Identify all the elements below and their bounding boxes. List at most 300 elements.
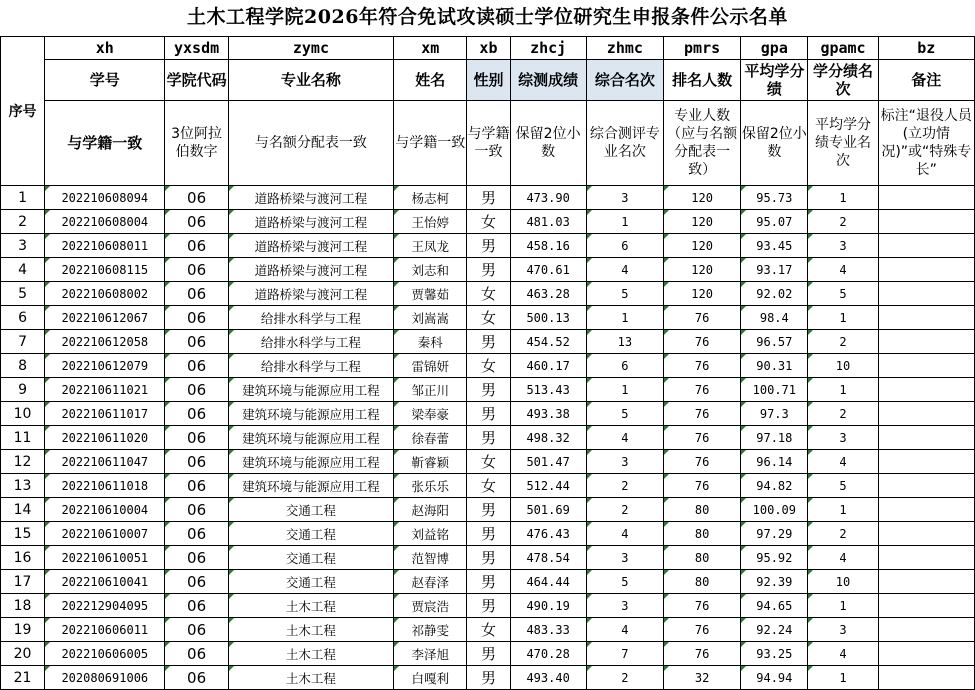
name-cell[interactable] <box>394 186 467 210</box>
remark-cell[interactable] <box>878 378 974 402</box>
score-rank-cell[interactable] <box>586 210 663 234</box>
name-cell[interactable] <box>394 426 467 450</box>
gpa-cell[interactable] <box>741 546 808 570</box>
remark-cell[interactable] <box>878 234 974 258</box>
code-cell[interactable]: zymc <box>228 37 394 60</box>
remark-cell[interactable] <box>878 474 974 498</box>
major-cell[interactable] <box>228 498 394 522</box>
college-code-cell[interactable] <box>165 330 228 354</box>
major-cell[interactable] <box>228 546 394 570</box>
score-rank-cell[interactable] <box>586 546 663 570</box>
comment-marker-icon <box>741 618 746 623</box>
student-id-cell[interactable] <box>45 450 165 474</box>
major-cell[interactable] <box>228 210 394 234</box>
seq-cell[interactable] <box>1 330 45 354</box>
gpa-cell[interactable] <box>741 378 808 402</box>
score-rank-cell[interactable] <box>586 474 663 498</box>
student-id-cell[interactable] <box>45 594 165 618</box>
gender-cell-text: 女 <box>480 213 496 231</box>
college-code-cell-text: 06 <box>187 668 207 687</box>
rank-count-cell[interactable] <box>663 234 740 258</box>
score-rank-cell[interactable] <box>586 354 663 378</box>
comment-marker-icon <box>229 402 234 407</box>
remark-cell[interactable] <box>878 522 974 546</box>
score-cell[interactable] <box>510 570 586 594</box>
seq-cell[interactable] <box>1 474 45 498</box>
gpa-cell[interactable] <box>741 618 808 642</box>
name-cell[interactable] <box>394 522 467 546</box>
score-rank-cell-text: 5 <box>621 406 629 421</box>
description-cell[interactable]: 保留2位小数 <box>510 101 586 186</box>
remark-cell[interactable] <box>878 402 974 426</box>
remark-cell[interactable] <box>878 426 974 450</box>
rank-count-cell[interactable] <box>663 618 740 642</box>
gpa-rank-cell[interactable] <box>808 402 878 426</box>
score-cell[interactable] <box>510 618 586 642</box>
rank-count-cell[interactable] <box>663 378 740 402</box>
description-cell[interactable]: 综合测评专业名次 <box>586 101 663 186</box>
college-code-cell[interactable] <box>165 402 228 426</box>
comment-marker-icon <box>741 186 746 191</box>
header-cell[interactable]: 平均学分绩 <box>741 60 808 101</box>
gpa-rank-cell[interactable] <box>808 234 878 258</box>
student-id-cell[interactable] <box>45 210 165 234</box>
gpa-cell[interactable] <box>741 282 808 306</box>
gender-cell[interactable] <box>467 594 510 618</box>
description-cell[interactable]: 标注“退役人员(立功情况)”或“特殊专长” <box>878 101 974 186</box>
score-rank-cell-text: 4 <box>621 430 629 445</box>
college-code-cell[interactable] <box>165 570 228 594</box>
score-cell[interactable] <box>510 354 586 378</box>
gpa-cell[interactable] <box>741 354 808 378</box>
gpa-rank-cell[interactable] <box>808 498 878 522</box>
remark-cell[interactable] <box>878 450 974 474</box>
student-id-cell[interactable] <box>45 426 165 450</box>
gpa-rank-cell[interactable] <box>808 570 878 594</box>
score-rank-cell[interactable] <box>586 402 663 426</box>
gpa-rank-cell[interactable] <box>808 522 878 546</box>
description-cell[interactable]: 与名额分配表一致 <box>228 101 394 186</box>
rank-count-cell[interactable] <box>663 306 740 330</box>
score-cell[interactable] <box>510 330 586 354</box>
major-cell[interactable] <box>228 234 394 258</box>
college-code-cell[interactable] <box>165 498 228 522</box>
rank-count-cell[interactable] <box>663 546 740 570</box>
major-cell[interactable] <box>228 450 394 474</box>
description-cell[interactable]: 专业人数（应与名额分配表一致） <box>663 101 740 186</box>
gender-cell[interactable] <box>467 618 510 642</box>
student-id-cell[interactable] <box>45 546 165 570</box>
student-id-cell[interactable] <box>45 402 165 426</box>
code-cell[interactable]: zhmc <box>586 37 663 60</box>
college-code-cell[interactable] <box>165 474 228 498</box>
name-cell[interactable] <box>394 330 467 354</box>
rank-count-cell[interactable] <box>663 426 740 450</box>
seq-cell[interactable] <box>1 354 45 378</box>
header-cell[interactable]: 姓名 <box>394 60 467 101</box>
gender-cell[interactable] <box>467 378 510 402</box>
college-code-cell[interactable] <box>165 642 228 666</box>
gpa-rank-cell[interactable] <box>808 186 878 210</box>
code-cell[interactable]: zhcj <box>510 37 586 60</box>
header-cell[interactable]: 综测成绩 <box>510 60 586 101</box>
rank-count-cell[interactable] <box>663 210 740 234</box>
gender-cell[interactable] <box>467 474 510 498</box>
code-cell[interactable]: xm <box>394 37 467 60</box>
gender-cell[interactable] <box>467 642 510 666</box>
score-rank-cell[interactable] <box>586 498 663 522</box>
gender-cell[interactable] <box>467 306 510 330</box>
major-cell[interactable] <box>228 330 394 354</box>
student-id-cell[interactable] <box>45 258 165 282</box>
score-cell[interactable] <box>510 282 586 306</box>
gpa-rank-cell[interactable] <box>808 378 878 402</box>
score-cell-text: 454.52 <box>526 334 570 349</box>
gpa-rank-cell-text: 1 <box>839 598 847 613</box>
seq-cell[interactable] <box>1 570 45 594</box>
score-cell[interactable] <box>510 642 586 666</box>
remark-cell[interactable] <box>878 594 974 618</box>
gpa-rank-cell[interactable] <box>808 282 878 306</box>
score-cell[interactable] <box>510 186 586 210</box>
description-cell[interactable]: 与学籍一致 <box>45 101 165 186</box>
gpa-rank-cell-text: 10 <box>835 574 851 589</box>
college-code-cell[interactable] <box>165 234 228 258</box>
comment-marker-icon <box>229 618 234 623</box>
score-rank-cell[interactable] <box>586 330 663 354</box>
major-cell[interactable] <box>228 642 394 666</box>
gpa-cell[interactable] <box>741 210 808 234</box>
gpa-cell[interactable] <box>741 474 808 498</box>
gpa-cell[interactable] <box>741 498 808 522</box>
gender-cell[interactable] <box>467 282 510 306</box>
score-cell[interactable] <box>510 426 586 450</box>
gpa-rank-cell[interactable] <box>808 354 878 378</box>
major-cell[interactable] <box>228 522 394 546</box>
name-cell[interactable] <box>394 234 467 258</box>
gender-cell[interactable] <box>467 546 510 570</box>
table-row <box>1 522 975 546</box>
name-cell[interactable] <box>394 282 467 306</box>
seq-cell[interactable] <box>1 234 45 258</box>
seq-cell[interactable] <box>1 186 45 210</box>
name-cell[interactable] <box>394 378 467 402</box>
remark-cell[interactable] <box>878 306 974 330</box>
name-cell[interactable] <box>394 354 467 378</box>
student-id-cell[interactable] <box>45 378 165 402</box>
code-cell[interactable]: yxsdm <box>165 37 228 60</box>
seq-cell[interactable] <box>1 282 45 306</box>
student-id-cell[interactable] <box>45 186 165 210</box>
score-rank-cell[interactable] <box>586 186 663 210</box>
college-code-cell[interactable] <box>165 186 228 210</box>
name-cell[interactable] <box>394 642 467 666</box>
seq-cell[interactable] <box>1 402 45 426</box>
gender-cell[interactable] <box>467 258 510 282</box>
college-code-cell[interactable] <box>165 354 228 378</box>
remark-cell[interactable] <box>878 498 974 522</box>
college-code-cell[interactable] <box>165 450 228 474</box>
score-cell-text: 470.61 <box>526 262 570 277</box>
rank-count-cell[interactable] <box>663 450 740 474</box>
rank-count-cell[interactable] <box>663 330 740 354</box>
student-id-cell[interactable] <box>45 498 165 522</box>
rank-count-cell[interactable] <box>663 570 740 594</box>
college-code-cell[interactable] <box>165 522 228 546</box>
major-cell[interactable] <box>228 186 394 210</box>
college-code-cell[interactable] <box>165 306 228 330</box>
major-cell[interactable] <box>228 594 394 618</box>
code-cell[interactable]: bz <box>878 37 974 60</box>
remark-cell[interactable] <box>878 186 974 210</box>
seq-cell[interactable] <box>1 498 45 522</box>
gpa-cell-text: 90.31 <box>756 358 793 373</box>
seq-cell[interactable] <box>1 522 45 546</box>
rank-count-cell[interactable] <box>663 282 740 306</box>
gpa-cell[interactable] <box>741 306 808 330</box>
major-cell[interactable] <box>228 402 394 426</box>
description-cell[interactable]: 与学籍一致 <box>394 101 467 186</box>
college-code-cell[interactable] <box>165 210 228 234</box>
name-cell[interactable] <box>394 498 467 522</box>
rank-count-cell[interactable] <box>663 522 740 546</box>
gpa-cell[interactable] <box>741 570 808 594</box>
seq-cell[interactable] <box>1 642 45 666</box>
description-cell[interactable]: 与学籍一致 <box>467 101 510 186</box>
score-rank-cell[interactable] <box>586 594 663 618</box>
student-id-cell[interactable] <box>45 330 165 354</box>
score-rank-cell[interactable] <box>586 522 663 546</box>
gpa-cell[interactable] <box>741 258 808 282</box>
seq-cell[interactable] <box>1 618 45 642</box>
rank-count-cell[interactable] <box>663 594 740 618</box>
gender-cell[interactable] <box>467 330 510 354</box>
description-cell[interactable]: 保留2位小数 <box>741 101 808 186</box>
student-id-cell[interactable] <box>45 234 165 258</box>
gender-cell[interactable] <box>467 570 510 594</box>
gpa-rank-cell[interactable] <box>808 258 878 282</box>
name-cell[interactable] <box>394 594 467 618</box>
remark-cell[interactable] <box>878 642 974 666</box>
seq-cell[interactable] <box>1 210 45 234</box>
gender-cell[interactable] <box>467 498 510 522</box>
college-code-cell[interactable] <box>165 546 228 570</box>
description-cell[interactable]: 3位阿拉伯数字 <box>165 101 228 186</box>
score-cell[interactable] <box>510 594 586 618</box>
gpa-rank-cell[interactable] <box>808 426 878 450</box>
student-id-cell[interactable] <box>45 354 165 378</box>
major-cell[interactable] <box>228 378 394 402</box>
college-code-cell[interactable] <box>165 618 228 642</box>
major-cell[interactable] <box>228 426 394 450</box>
remark-cell[interactable] <box>878 546 974 570</box>
student-id-cell[interactable] <box>45 642 165 666</box>
name-cell[interactable] <box>394 306 467 330</box>
major-cell[interactable] <box>228 570 394 594</box>
seq-cell[interactable] <box>1 450 45 474</box>
rank-count-cell-text: 120 <box>691 190 713 205</box>
seq-cell[interactable] <box>1 426 45 450</box>
header-cell[interactable]: 专业名称 <box>228 60 394 101</box>
score-cell[interactable] <box>510 378 586 402</box>
gender-cell[interactable] <box>467 354 510 378</box>
score-rank-cell[interactable] <box>586 642 663 666</box>
gender-cell[interactable] <box>467 402 510 426</box>
remark-cell[interactable] <box>878 570 974 594</box>
comment-marker-icon <box>45 642 50 647</box>
score-rank-cell[interactable] <box>586 306 663 330</box>
student-id-cell[interactable] <box>45 618 165 642</box>
score-rank-cell[interactable] <box>586 618 663 642</box>
code-cell[interactable]: xh <box>45 37 165 60</box>
college-code-cell-text: 06 <box>187 308 207 327</box>
gpa-rank-cell[interactable] <box>808 306 878 330</box>
gpa-rank-cell[interactable] <box>808 210 878 234</box>
comment-marker-icon <box>741 210 746 215</box>
major-cell[interactable] <box>228 306 394 330</box>
comment-marker-icon <box>165 642 170 647</box>
seq-cell[interactable] <box>1 306 45 330</box>
gender-cell[interactable] <box>467 522 510 546</box>
score-cell[interactable] <box>510 450 586 474</box>
score-cell[interactable] <box>510 474 586 498</box>
name-cell[interactable] <box>394 450 467 474</box>
seq-cell[interactable] <box>1 378 45 402</box>
gpa-cell[interactable] <box>741 186 808 210</box>
seq-cell[interactable] <box>1 546 45 570</box>
student-id-cell[interactable] <box>45 570 165 594</box>
major-cell[interactable] <box>228 618 394 642</box>
gpa-cell[interactable] <box>741 450 808 474</box>
major-cell[interactable] <box>228 474 394 498</box>
college-code-cell[interactable] <box>165 258 228 282</box>
college-code-cell[interactable] <box>165 594 228 618</box>
score-cell[interactable] <box>510 258 586 282</box>
gpa-cell[interactable] <box>741 426 808 450</box>
score-rank-cell[interactable] <box>586 450 663 474</box>
seq-header[interactable]: 序号 <box>1 37 45 186</box>
gender-cell[interactable] <box>467 426 510 450</box>
gpa-rank-cell[interactable] <box>808 330 878 354</box>
header-cell[interactable]: 学号 <box>45 60 165 101</box>
score-cell[interactable] <box>510 546 586 570</box>
seq-cell[interactable] <box>1 258 45 282</box>
student-id-cell[interactable] <box>45 282 165 306</box>
score-cell[interactable] <box>510 498 586 522</box>
rank-count-cell[interactable] <box>663 186 740 210</box>
score-rank-cell[interactable] <box>586 234 663 258</box>
gpa-rank-cell[interactable] <box>808 450 878 474</box>
gpa-rank-cell[interactable] <box>808 642 878 666</box>
remark-cell[interactable] <box>878 618 974 642</box>
gender-cell[interactable] <box>467 234 510 258</box>
score-rank-cell[interactable] <box>586 378 663 402</box>
name-cell-text: 靳睿颖 <box>411 454 450 470</box>
name-cell[interactable] <box>394 546 467 570</box>
gpa-rank-cell[interactable] <box>808 546 878 570</box>
comment-marker-icon <box>165 354 170 359</box>
name-cell[interactable] <box>394 474 467 498</box>
student-id-cell[interactable] <box>45 474 165 498</box>
gpa-cell[interactable] <box>741 234 808 258</box>
major-cell[interactable] <box>228 258 394 282</box>
score-rank-cell[interactable] <box>586 282 663 306</box>
name-cell[interactable] <box>394 210 467 234</box>
remark-cell[interactable] <box>878 282 974 306</box>
name-cell[interactable] <box>394 258 467 282</box>
score-rank-cell[interactable] <box>586 570 663 594</box>
gpa-rank-cell[interactable] <box>808 618 878 642</box>
major-cell[interactable] <box>228 354 394 378</box>
name-cell[interactable] <box>394 570 467 594</box>
gpa-cell[interactable] <box>741 522 808 546</box>
header-cell[interactable]: 综合名次 <box>586 60 663 101</box>
gpa-cell[interactable] <box>741 594 808 618</box>
major-cell[interactable] <box>228 282 394 306</box>
college-code-cell[interactable] <box>165 426 228 450</box>
rank-count-cell[interactable] <box>663 258 740 282</box>
rank-count-cell[interactable] <box>663 402 740 426</box>
seq-cell[interactable] <box>1 594 45 618</box>
description-cell[interactable]: 平均学分绩专业名次 <box>808 101 878 186</box>
comment-marker-icon <box>229 522 234 527</box>
remark-cell[interactable] <box>878 330 974 354</box>
rank-count-cell[interactable] <box>663 474 740 498</box>
remark-cell[interactable] <box>878 258 974 282</box>
code-cell[interactable]: gpamc <box>808 37 878 60</box>
rank-count-cell[interactable] <box>663 642 740 666</box>
score-rank-cell[interactable] <box>586 258 663 282</box>
college-code-cell[interactable] <box>165 282 228 306</box>
name-cell[interactable] <box>394 402 467 426</box>
score-cell[interactable] <box>510 234 586 258</box>
gpa-cell[interactable] <box>741 330 808 354</box>
code-cell[interactable]: pmrs <box>663 37 740 60</box>
gpa-cell[interactable] <box>741 642 808 666</box>
gpa-rank-cell[interactable] <box>808 474 878 498</box>
remark-cell[interactable] <box>878 210 974 234</box>
gender-cell[interactable] <box>467 186 510 210</box>
gender-cell[interactable] <box>467 450 510 474</box>
name-cell[interactable] <box>394 618 467 642</box>
college-code-cell-text: 06 <box>187 332 207 351</box>
header-cell[interactable]: 学分绩名次 <box>808 60 878 101</box>
rank-count-cell[interactable] <box>663 498 740 522</box>
gpa-cell[interactable] <box>741 402 808 426</box>
score-cell[interactable] <box>510 402 586 426</box>
remark-cell[interactable] <box>878 354 974 378</box>
score-cell[interactable] <box>510 522 586 546</box>
header-cell[interactable]: 学院代码 <box>165 60 228 101</box>
student-id-cell[interactable] <box>45 306 165 330</box>
gpa-rank-cell[interactable] <box>808 594 878 618</box>
comment-marker-icon <box>45 570 50 575</box>
score-cell[interactable] <box>510 210 586 234</box>
college-code-cell[interactable] <box>165 378 228 402</box>
header-cell[interactable]: 性别 <box>467 60 510 101</box>
gender-cell[interactable] <box>467 210 510 234</box>
seq-cell-text: 20 <box>13 645 32 662</box>
score-cell[interactable] <box>510 306 586 330</box>
header-cell[interactable]: 备注 <box>878 60 974 101</box>
student-id-cell[interactable] <box>45 522 165 546</box>
header-cell[interactable]: 排名人数 <box>663 60 740 101</box>
code-cell[interactable]: xb <box>467 37 510 60</box>
code-cell[interactable]: gpa <box>741 37 808 60</box>
score-rank-cell[interactable] <box>586 426 663 450</box>
rank-count-cell[interactable] <box>663 354 740 378</box>
seq-cell-text: 3 <box>18 237 28 254</box>
